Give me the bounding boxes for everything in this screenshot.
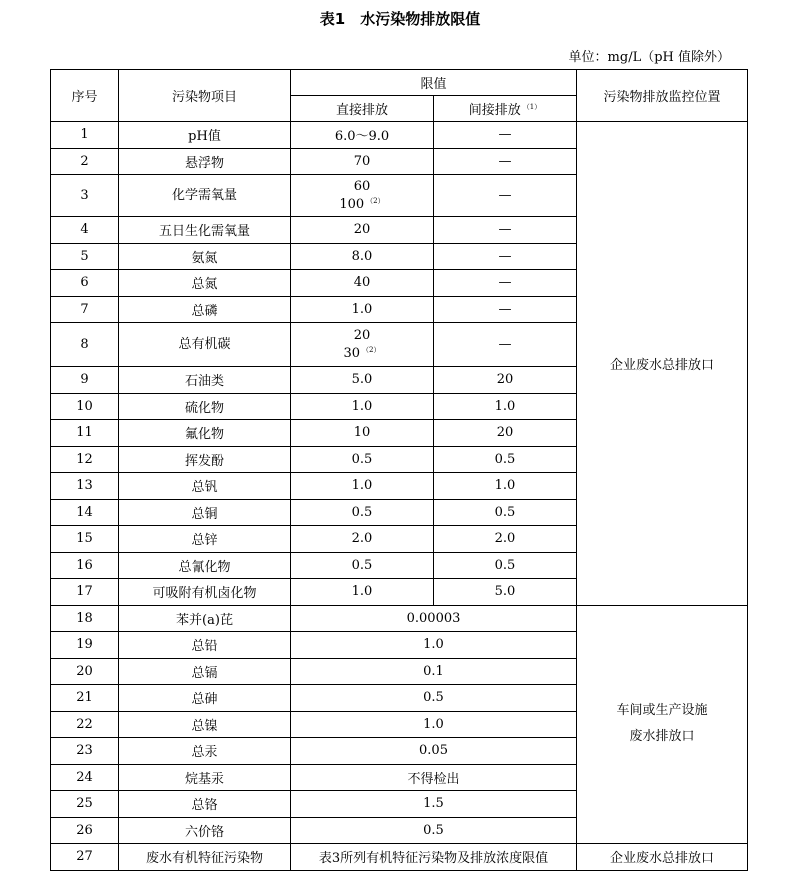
cell-seq: 13 — [51, 473, 119, 500]
cell-seq: 14 — [51, 499, 119, 526]
cell-seq: 2 — [51, 148, 119, 175]
cell-indirect: 5.0 — [434, 579, 577, 606]
cell-limit-value: 1.5 — [291, 791, 577, 818]
cell-item: 挥发酚 — [119, 446, 291, 473]
cell-item: 硫化物 — [119, 393, 291, 420]
cell-seq: 7 — [51, 296, 119, 323]
cell-seq: 5 — [51, 243, 119, 270]
cell-direct: 0.5 — [291, 552, 434, 579]
cell-direct-value: 20 — [353, 328, 371, 343]
cell-seq: 12 — [51, 446, 119, 473]
cell-seq: 9 — [51, 367, 119, 394]
cell-item: 总钒 — [119, 473, 291, 500]
cell-item: 苯并(a)芘 — [119, 605, 291, 632]
cell-direct: 10 — [291, 420, 434, 447]
cell-direct: 40 — [291, 270, 434, 297]
cell-indirect: — — [434, 296, 577, 323]
cell-item: 总砷 — [119, 685, 291, 712]
emission-limits-table — [50, 69, 748, 871]
header-seq: 序号 — [51, 70, 119, 122]
cell-direct-alt-note: （2） — [366, 197, 385, 205]
cell-item: 总铜 — [119, 499, 291, 526]
cell-direct — [291, 323, 434, 367]
cell-direct-alt-value: 30 — [343, 346, 361, 361]
cell-seq: 8 — [51, 323, 119, 367]
cell-seq: 16 — [51, 552, 119, 579]
cell-item: 烷基汞 — [119, 764, 291, 791]
cell-indirect: 0.5 — [434, 552, 577, 579]
cell-limit-value: 0.5 — [291, 817, 577, 844]
header-row-1 — [51, 70, 748, 96]
cell-item: 总磷 — [119, 296, 291, 323]
cell-item: 氨氮 — [119, 243, 291, 270]
cell-seq: 6 — [51, 270, 119, 297]
cell-seq: 3 — [51, 175, 119, 217]
cell-item: 总氰化物 — [119, 552, 291, 579]
location-workshop-outlet — [577, 605, 748, 844]
cell-seq: 19 — [51, 632, 119, 659]
cell-indirect: — — [434, 122, 577, 149]
cell-direct: 1.0 — [291, 473, 434, 500]
location-total-outlet: 企业废水总排放口 — [577, 122, 748, 606]
cell-limit-value: 不得检出 — [291, 764, 577, 791]
cell-item: 石油类 — [119, 367, 291, 394]
cell-limit-value: 0.5 — [291, 685, 577, 712]
cell-indirect: 20 — [434, 420, 577, 447]
cell-seq: 26 — [51, 817, 119, 844]
cell-seq: 18 — [51, 605, 119, 632]
cell-indirect: — — [434, 323, 577, 367]
cell-item: 总镍 — [119, 711, 291, 738]
cell-direct-alt — [291, 343, 433, 361]
cell-limit-value: 0.05 — [291, 738, 577, 765]
header-location: 污染物排放监控位置 — [577, 70, 748, 122]
cell-direct-alt-note: （2） — [362, 346, 381, 354]
table-row — [51, 605, 748, 632]
cell-indirect: — — [434, 270, 577, 297]
header-limit: 限值 — [291, 70, 577, 96]
cell-direct: 0.5 — [291, 446, 434, 473]
cell-item: pH值 — [119, 122, 291, 149]
header-indirect — [434, 96, 577, 122]
cell-item: 总有机碳 — [119, 323, 291, 367]
cell-limit-value: 1.0 — [291, 632, 577, 659]
cell-seq: 1 — [51, 122, 119, 149]
cell-direct-alt-value: 100 — [339, 197, 365, 212]
cell-direct: 2.0 — [291, 526, 434, 553]
table-title: 表1 水污染物排放限值 — [319, 10, 481, 28]
table-row — [51, 122, 748, 149]
cell-item: 化学需氧量 — [119, 175, 291, 217]
unit-note: 单位：mg/L（pH 值除外） — [568, 50, 730, 65]
cell-indirect: — — [434, 175, 577, 217]
cell-seq: 20 — [51, 658, 119, 685]
cell-item: 总锌 — [119, 526, 291, 553]
cell-indirect: 1.0 — [434, 473, 577, 500]
cell-direct: 5.0 — [291, 367, 434, 394]
cell-direct: 1.0 — [291, 296, 434, 323]
cell-item: 五日生化需氧量 — [119, 217, 291, 244]
cell-limit-value: 0.1 — [291, 658, 577, 685]
cell-direct: 6.0～9.0 — [291, 122, 434, 149]
header-indirect-note: （1） — [522, 103, 542, 111]
cell-seq: 23 — [51, 738, 119, 765]
cell-item: 悬浮物 — [119, 148, 291, 175]
cell-direct-value: 60 — [353, 179, 371, 194]
cell-limit-value: 表3所列有机特征污染物及排放浓度限值 — [291, 844, 577, 871]
cell-direct-alt — [291, 194, 433, 212]
header-item: 污染物项目 — [119, 70, 291, 122]
cell-item: 总铅 — [119, 632, 291, 659]
cell-seq: 22 — [51, 711, 119, 738]
cell-indirect: 20 — [434, 367, 577, 394]
cell-indirect: 0.5 — [434, 446, 577, 473]
cell-seq: 15 — [51, 526, 119, 553]
cell-direct: 70 — [291, 148, 434, 175]
cell-item: 废水有机特征污染物 — [119, 844, 291, 871]
cell-item: 六价铬 — [119, 817, 291, 844]
cell-item: 总汞 — [119, 738, 291, 765]
cell-item: 氟化物 — [119, 420, 291, 447]
cell-seq: 10 — [51, 393, 119, 420]
cell-direct: 1.0 — [291, 393, 434, 420]
location-workshop-line2: 废水排放口 — [629, 729, 695, 745]
cell-seq: 25 — [51, 791, 119, 818]
cell-indirect: — — [434, 243, 577, 270]
cell-seq: 17 — [51, 579, 119, 606]
cell-limit-value: 0.00003 — [291, 605, 577, 632]
cell-limit-value: 1.0 — [291, 711, 577, 738]
cell-indirect: 2.0 — [434, 526, 577, 553]
cell-item: 总镉 — [119, 658, 291, 685]
table-row — [51, 844, 748, 871]
cell-indirect: — — [434, 148, 577, 175]
cell-seq: 11 — [51, 420, 119, 447]
cell-direct: 20 — [291, 217, 434, 244]
cell-seq: 27 — [51, 844, 119, 871]
header-direct: 直接排放 — [291, 96, 434, 122]
cell-seq: 21 — [51, 685, 119, 712]
cell-indirect: 0.5 — [434, 499, 577, 526]
cell-direct: 1.0 — [291, 579, 434, 606]
cell-seq: 24 — [51, 764, 119, 791]
cell-direct: 8.0 — [291, 243, 434, 270]
location-workshop-line1: 车间或生产设施 — [616, 703, 708, 719]
cell-seq: 4 — [51, 217, 119, 244]
cell-item: 可吸附有机卤化物 — [119, 579, 291, 606]
cell-indirect: — — [434, 217, 577, 244]
location-total-outlet-2: 企业废水总排放口 — [577, 844, 748, 871]
cell-direct: 0.5 — [291, 499, 434, 526]
cell-item: 总铬 — [119, 791, 291, 818]
cell-direct — [291, 175, 434, 217]
cell-item: 总氮 — [119, 270, 291, 297]
cell-indirect: 1.0 — [434, 393, 577, 420]
header-indirect-label: 间接排放 — [468, 103, 521, 118]
